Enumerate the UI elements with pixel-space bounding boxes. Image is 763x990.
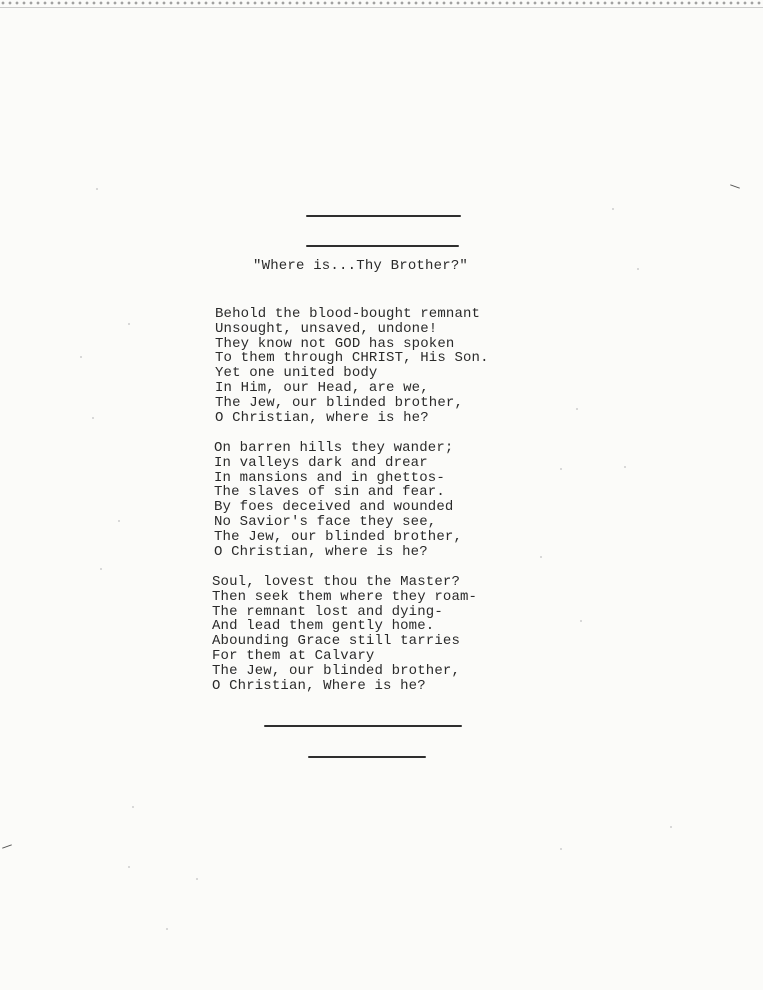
stanza-1 (215, 307, 489, 425)
poem-line: In Him, our Head, are we, (215, 379, 429, 396)
poem-line: Abounding Grace still tarries (212, 633, 460, 650)
scan-speck (128, 866, 130, 868)
scan-speck (560, 848, 562, 850)
top-edge-line (0, 7, 763, 8)
poem-line: Behold the blood-bought remnant (215, 306, 481, 322)
poem-line: For them at Calvary (212, 647, 375, 664)
scan-speck (96, 188, 98, 190)
scan-speck (118, 520, 120, 522)
top-rule-lower (306, 245, 459, 247)
scan-speck (580, 620, 582, 622)
scan-speck (128, 323, 130, 325)
scan-mark (730, 184, 740, 188)
poem-line: The slaves of sin and fear. (214, 484, 445, 501)
stanza-2 (214, 441, 462, 559)
poem-line: The Jew, our blinded brother, (212, 662, 460, 679)
poem-line: In mansions and in ghettos- (214, 469, 445, 486)
poem-line: The remnant lost and dying- (212, 603, 443, 620)
poem-line: No Savior's face they see, (214, 513, 437, 530)
scan-speck (132, 806, 134, 808)
scan-speck (560, 468, 562, 470)
poem-line: To them through CHRIST, His Son. (215, 350, 489, 367)
scan-speck (100, 568, 102, 570)
scan-speck (196, 878, 198, 880)
scan-speck (612, 208, 614, 210)
poem-line: They know not GOD has spoken (215, 335, 455, 352)
poem-line: Unsought, unsaved, undone! (215, 320, 438, 337)
poem-line: In valleys dark and drear (214, 454, 428, 471)
scan-speck (80, 356, 82, 358)
poem-line: Then seek them where they roam- (212, 588, 478, 605)
scan-speck (92, 417, 94, 419)
stanza-3 (212, 575, 477, 693)
poem-line: Soul, lovest thou the Master? (212, 574, 460, 590)
scan-speck (576, 408, 578, 410)
scan-speck (670, 826, 672, 828)
poem-line: O Christian, where is he? (215, 409, 429, 426)
scan-speck (637, 268, 639, 270)
poem-line: And lead them gently home. (212, 618, 435, 635)
bottom-rule-lower (308, 756, 426, 758)
poem-line: The Jew, our blinded brother, (214, 528, 462, 545)
poem-line: O Christian, Where is he? (212, 677, 426, 694)
poem-line: On barren hills they wander; (214, 440, 454, 456)
bottom-rule-upper (264, 725, 462, 727)
poem-line: Yet one united body (215, 365, 378, 382)
scan-speck (166, 928, 168, 930)
poem-title: "Where is...Thy Brother?" (253, 258, 469, 274)
poem-line: By foes deceived and wounded (214, 499, 454, 516)
top-rule-upper (306, 215, 461, 217)
poem-line: The Jew, our blinded brother, (215, 394, 463, 411)
scan-speck (624, 466, 626, 468)
scan-speck (540, 556, 542, 558)
scan-mark (2, 844, 12, 848)
poem-line: O Christian, where is he? (214, 543, 428, 560)
